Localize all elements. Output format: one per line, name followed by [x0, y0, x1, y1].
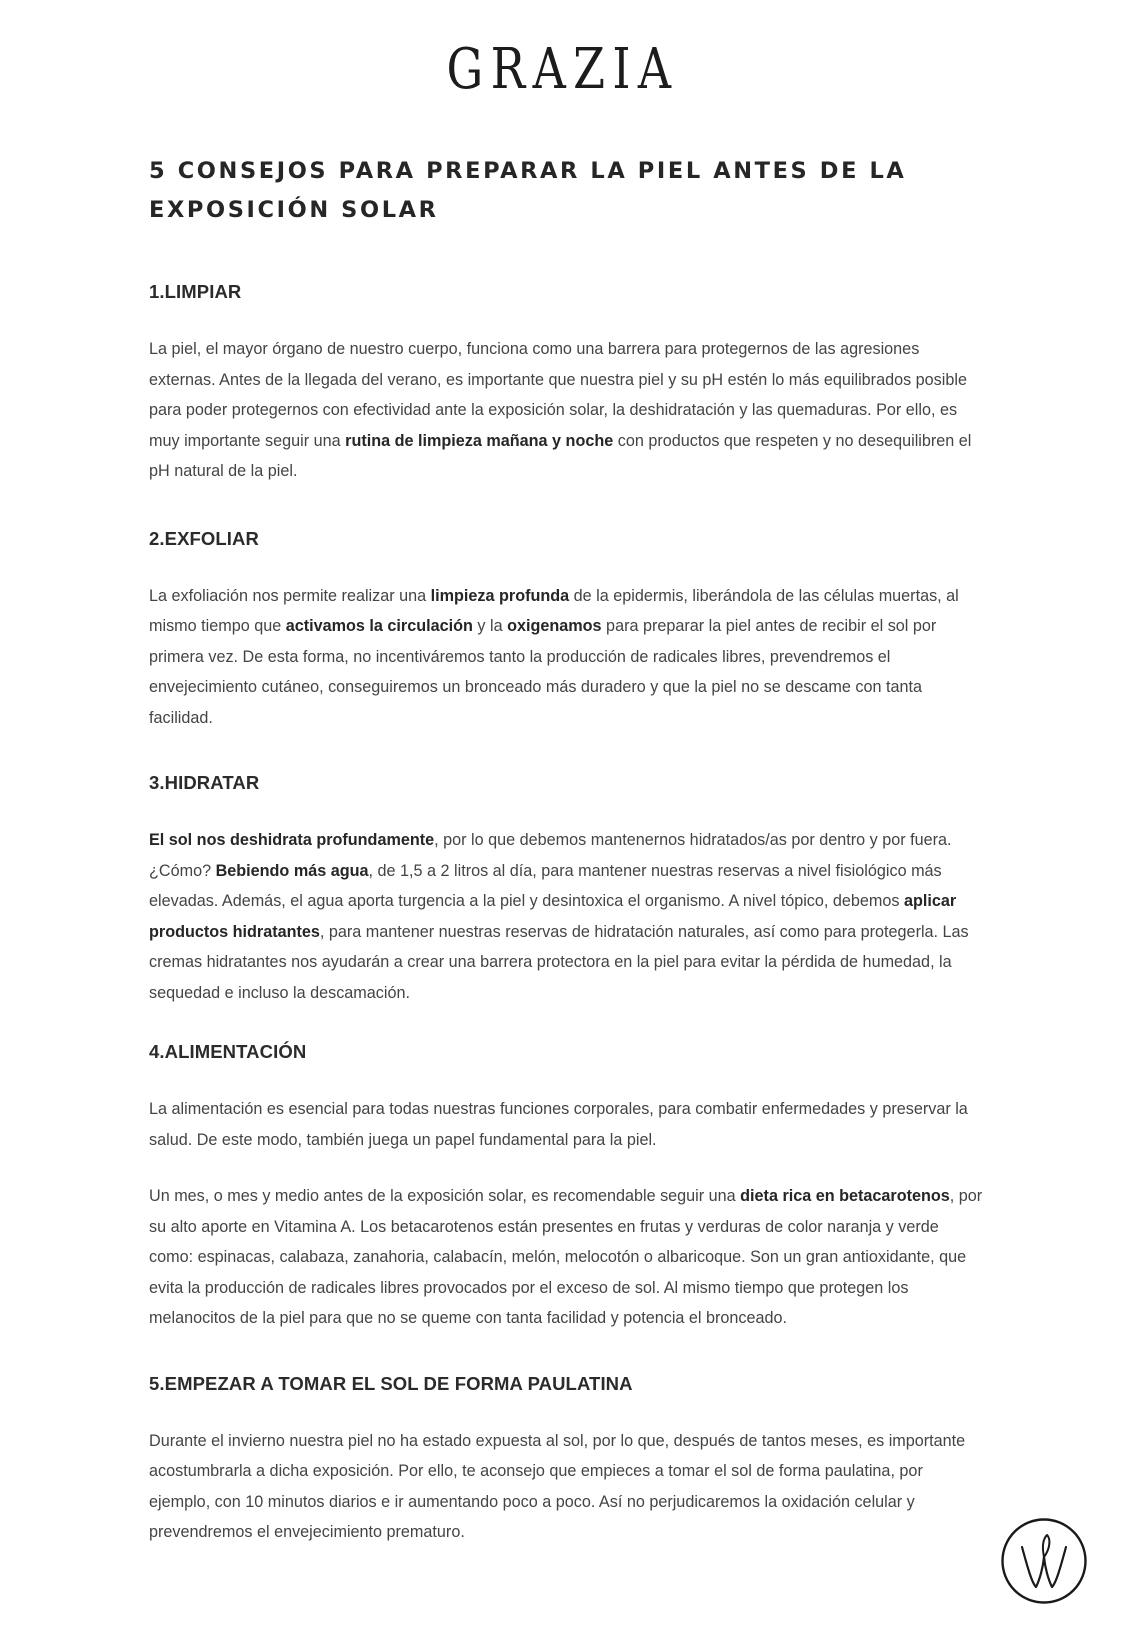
- body-text: , de 1,5 a 2 litros al día, para mantener nuestras reservas a nivel fisiológico más elevadas. Además, el agua aporta turgencia a la piel y desintoxica el organismo. A nivel tópico, debemos: [149, 861, 942, 910]
- w-circle-logo-icon: [1000, 1517, 1088, 1605]
- grazia-logo: GRAZIA: [446, 37, 679, 102]
- emphasis-text: rutina de limpieza mañana y noche: [345, 431, 614, 450]
- section-heading: 4.ALIMENTACIÓN: [149, 1041, 307, 1062]
- section-paragraph: [149, 334, 984, 487]
- emphasis-text: aplicar productos hidratantes: [149, 892, 957, 941]
- section-paragraph: [149, 581, 984, 734]
- emphasis-text: El sol nos deshidrata profundamente: [149, 831, 435, 849]
- article-sections: [149, 280, 984, 1548]
- article-title: 5 CONSEJOS PARA PREPARAR LA PIEL ANTES DE LA EXPOSICIÓN SOLAR: [149, 158, 907, 223]
- section-paragraph: [149, 1426, 984, 1548]
- body-text: para preparar la piel antes de recibir el sol por primera vez. De esta forma, no incentiváremos tanto la producción de radicales libres, prevendremos el envejecimiento cutáneo, conseguiremos un bronceado más duradero y que la piel no se descame con tanta facilidad.: [149, 617, 937, 727]
- body-text: y la: [472, 617, 508, 635]
- body-text: La piel, el mayor órgano de nuestro cuerpo, funciona como una barrera para protegernos de las agresiones externas. Antes de la llegada del verano, es importante que nuestra piel y su pH estén lo más equilibrados posible para poder protegernos con efectividad ante la exposición solar, la deshidratación y las quemaduras. Por ello, es muy importante seguir una: [149, 340, 967, 450]
- body-text: La alimentación es esencial para todas nuestras funciones corporales, para combatir enfermedades y preservar la salud. De este modo, también juega un papel fundamental para la piel.: [149, 1100, 968, 1149]
- emphasis-text: limpieza profunda: [430, 586, 570, 605]
- body-text: Durante el invierno nuestra piel no ha estado expuesta al sol, por lo que, después de tantos meses, es importante acostumbrarla a dicha exposición. Por ello, te aconsejo que empieces a tomar el sol de forma paulatina, por ejemplo, con 10 minutos diarios e ir aumentando poco a poco. Así no perjudicaremos la oxidación celular y prevendremos el envejecimiento prematuro.: [149, 1431, 966, 1541]
- section-heading: 5.EMPEZAR A TOMAR EL SOL DE FORMA PAULATINA: [149, 1372, 633, 1394]
- body-text: Un mes, o mes y medio antes de la exposición solar, es recomendable seguir una: [149, 1187, 741, 1205]
- body-text: , para mantener nuestras reservas de hidratación naturales, así como para protegerla. Las cremas hidratantes nos ayudarán a crear una barrera protectora en la piel para evitar la pérdida de humedad, la sequedad e incluso la descamación.: [149, 922, 969, 1002]
- section-paragraph: [149, 825, 984, 1008]
- emphasis-text: dieta rica en betacarotenos: [740, 1187, 950, 1205]
- section-heading: 1.LIMPIAR: [149, 281, 242, 302]
- body-text: , por lo que debemos mantenernos hidratados/as por dentro y por fuera. ¿Cómo?: [149, 831, 952, 880]
- emphasis-text: activamos la circulación: [285, 617, 473, 635]
- body-text: , por su alto aporte en Vitamina A. Los betacarotenos están presentes en frutas y verduras de color naranja y verde como: espinacas, calabaza, zanahoria, calabacín, melón, melocotón o albaricoque. Son un gran antioxidante, que evita la producción de radicales libres provocados por el exceso de sol. Al mismo tiempo que protegen los melanocitos de la piel para que no se queme con tanta facilidad y potencia el bronceado.: [149, 1187, 983, 1327]
- emphasis-text: oxigenamos: [507, 617, 602, 635]
- emphasis-text: Bebiendo más agua: [215, 861, 369, 880]
- section-heading: 2.EXFOLIAR: [149, 527, 259, 549]
- section-heading: 3.HIDRATAR: [149, 772, 260, 793]
- section-paragraph: [149, 1181, 984, 1334]
- section-paragraph: [149, 1094, 984, 1155]
- article: [149, 152, 984, 1548]
- body-text: con productos que respeten y no desequilibren el pH natural de la piel.: [149, 431, 972, 480]
- body-text: La exfoliación nos permite realizar una: [149, 586, 431, 605]
- body-text: de la epidermis, liberándola de las células muertas, al mismo tiempo que: [149, 586, 959, 635]
